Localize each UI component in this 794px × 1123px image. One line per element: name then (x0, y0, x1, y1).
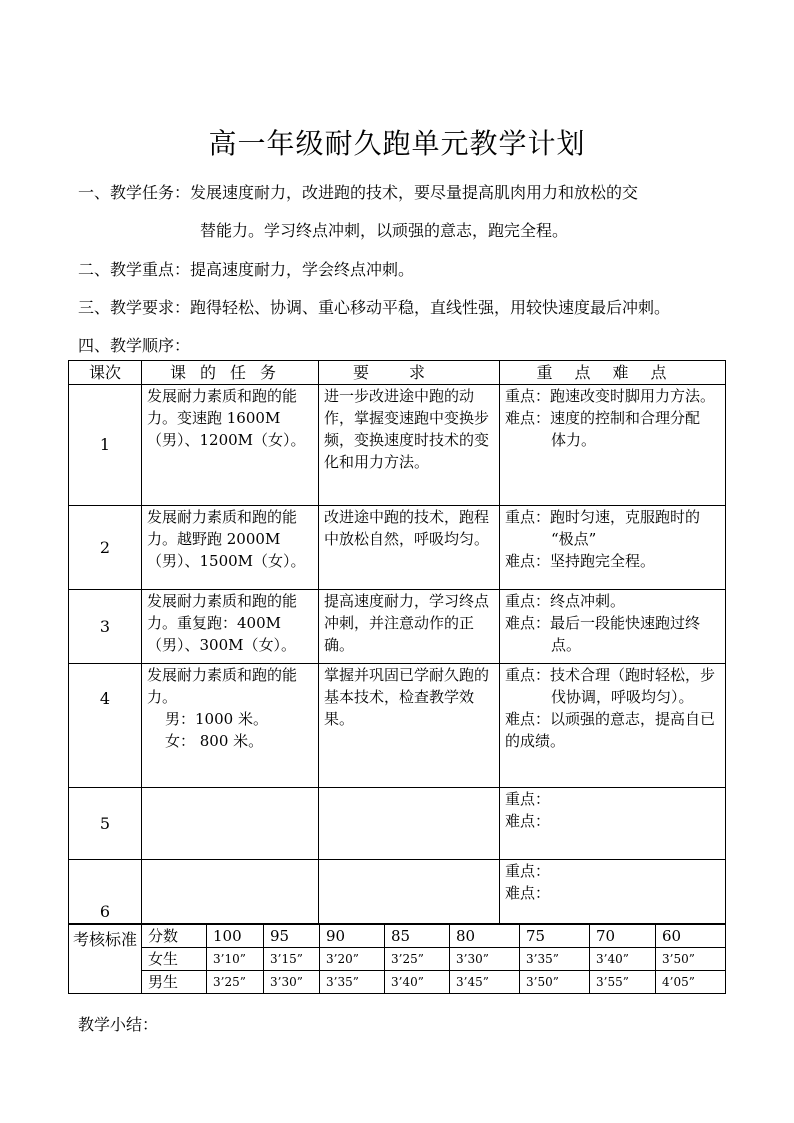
key-point: 重点：终点冲刺。 (505, 592, 626, 610)
table-row (69, 506, 726, 590)
female-time-cell: 3’40” (590, 948, 656, 971)
lesson-number: 6 (69, 860, 142, 924)
lesson-requirement-empty (319, 860, 500, 924)
teaching-summary-label: 教学小结： (78, 1015, 159, 1034)
lesson-requirement-empty (319, 788, 500, 860)
assessment-table (68, 924, 726, 994)
score-points-row (69, 925, 726, 948)
lesson-number: 5 (69, 788, 142, 860)
lesson-task (142, 664, 319, 788)
table-row (69, 788, 726, 860)
male-time-cell: 3’35” (320, 971, 385, 994)
points-cell: 95 (264, 925, 320, 948)
male-time-cell: 3’40” (385, 971, 450, 994)
requirement-label: 三、教学要求： (78, 298, 191, 317)
header-key-points: 重点难点 (500, 361, 726, 385)
lesson-plan-table (68, 360, 726, 924)
female-time-cell: 3’50” (656, 948, 726, 971)
lesson-key-points (500, 590, 726, 664)
key-point: 重点：跑时匀速，克服跑时的 (505, 508, 701, 526)
lesson-task-empty (142, 788, 319, 860)
lesson-number: 2 (69, 506, 142, 590)
male-time-cell: 3’55” (590, 971, 656, 994)
lesson-number: 4 (69, 664, 142, 788)
difficulty: 难点： (505, 812, 551, 830)
focus-label: 二、教学重点： (78, 260, 191, 279)
points-cell: 70 (590, 925, 656, 948)
focus-section (78, 257, 414, 280)
lesson-task-empty (142, 860, 319, 924)
assessment-label: 考核标准 (69, 925, 142, 994)
table-row (69, 664, 726, 788)
header-requirement: 要求 (319, 361, 500, 385)
female-time-cell: 3’10” (207, 948, 264, 971)
difficulty-continued: 点。 (551, 636, 582, 654)
task-line1: 发展速度耐力，改进跑的技术，要尽量提高肌肉用力和放松的交 (190, 183, 639, 202)
points-cell: 90 (320, 925, 385, 948)
key-point-continued: 伐协调，呼吸均匀）。 (551, 688, 694, 706)
lesson-number: 3 (69, 590, 142, 664)
lesson-key-points (500, 860, 726, 924)
lesson-key-points (500, 664, 726, 788)
row-label-male: 男生 (142, 971, 207, 994)
requirement-section (78, 295, 670, 318)
focus-text: 提高速度耐力，学会终点冲刺。 (190, 260, 415, 279)
key-point: 重点：技术合理（跑时轻松，步 (505, 666, 716, 684)
table-row (69, 385, 726, 506)
difficulty: 难点：以顽强的意志，提高自已的成绩。 (505, 710, 716, 750)
score-female-row (69, 948, 726, 971)
difficulty: 难点：速度的控制和合理分配 (505, 409, 701, 427)
lesson-requirement: 提高速度耐力，学习终点冲刺，并注意动作的正确。 (319, 590, 500, 664)
points-cell: 75 (520, 925, 590, 948)
female-time-cell: 3’30” (450, 948, 520, 971)
male-time-cell: 3’45” (450, 971, 520, 994)
female-time-cell: 3’25” (385, 948, 450, 971)
female-time-cell: 3’20” (320, 948, 385, 971)
lesson-number: 1 (69, 385, 142, 506)
table-header-row (69, 361, 726, 385)
lesson-key-points (500, 385, 726, 506)
difficulty: 难点： (505, 884, 551, 902)
points-cell: 80 (450, 925, 520, 948)
points-cell: 60 (656, 925, 726, 948)
score-male-row (69, 971, 726, 994)
difficulty: 难点：最后一段能快速跑过终 (505, 614, 701, 632)
task-line2: 替能力。学习终点冲刺，以顽强的意志，跑完全程。 (200, 221, 569, 240)
male-time-cell: 3’25” (207, 971, 264, 994)
key-point: 重点：跑速改变时脚用力方法。 (505, 387, 716, 405)
lesson-task: 发展耐力素质和跑的能力。变速跑 1600M（男）、1200M（女）。 (142, 385, 319, 506)
task-text: 发展耐力素质和跑的能力。 (147, 666, 298, 706)
points-cell: 85 (385, 925, 450, 948)
female-time-cell: 3’35” (520, 948, 590, 971)
row-label-female: 女生 (142, 948, 207, 971)
female-time-cell: 3’15” (264, 948, 320, 971)
order-label: 四、教学顺序： (78, 336, 191, 355)
task-section (78, 180, 638, 203)
header-lesson-no: 课次 (69, 361, 142, 385)
requirement-text: 跑得轻松、协调、重心移动平稳，直线性强，用较快速度最后冲刺。 (190, 298, 671, 317)
task-female: 女： 800 米。 (165, 732, 264, 750)
difficulty: 难点：坚持跑完全程。 (505, 552, 656, 570)
page-title: 高一年级耐久跑单元教学计划 (208, 127, 586, 160)
lesson-requirement: 改进途中跑的技术，跑程中放松自然，呼吸均匀。 (319, 506, 500, 590)
male-time-cell: 3’50” (520, 971, 590, 994)
lesson-requirement: 进一步改进途中跑的动作，掌握变速跑中变换步频，变换速度时技术的变化和用力方法。 (319, 385, 500, 506)
male-time-cell: 3’30” (264, 971, 320, 994)
task-label: 一、教学任务： (78, 183, 191, 202)
key-point-continued: “极点” (551, 530, 597, 548)
lesson-requirement: 掌握并巩固已学耐久跑的基本技术，检查教学效果。 (319, 664, 500, 788)
points-cell: 100 (207, 925, 264, 948)
row-label-points: 分数 (142, 925, 207, 948)
lesson-key-points (500, 506, 726, 590)
table-row (69, 860, 726, 924)
lesson-task: 发展耐力素质和跑的能力。重复跑：400M（男）、300M（女）。 (142, 590, 319, 664)
difficulty-continued: 体力。 (551, 431, 597, 449)
table-row (69, 590, 726, 664)
task-male: 男：1000 米。 (165, 710, 268, 728)
key-point: 重点： (505, 862, 551, 880)
key-point: 重点： (505, 790, 551, 808)
lesson-key-points (500, 788, 726, 860)
header-task: 课的任务 (142, 361, 319, 385)
lesson-task: 发展耐力素质和跑的能力。越野跑 2000M（男）、1500M（女）。 (142, 506, 319, 590)
male-time-cell: 4’05” (656, 971, 726, 994)
